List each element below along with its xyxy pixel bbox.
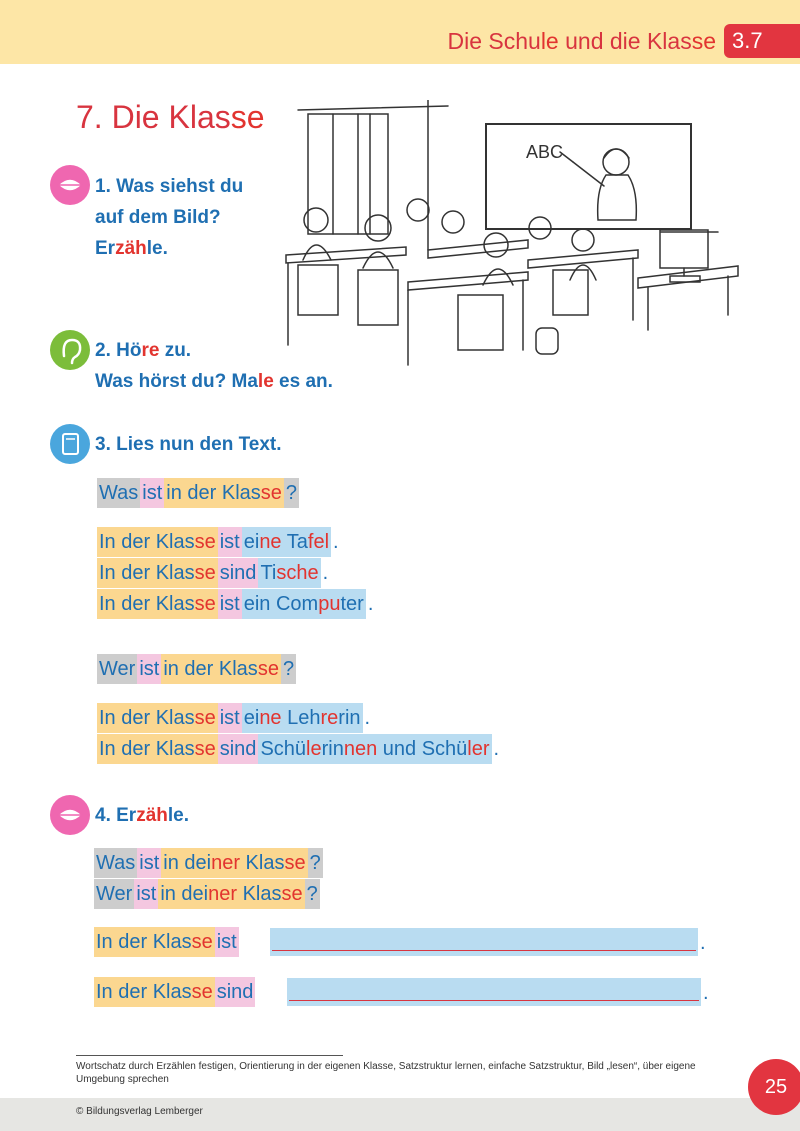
red-syllable: zäh [115, 238, 147, 259]
verb [140, 478, 164, 508]
red-syllable: se [191, 931, 213, 953]
teacher-footnote: Wortschatz durch Erzählen festigen, Orientierung in der eigenen Klasse, Satzstruktur lernen, einfache Satzstruktur, Bild „lesen“, über eigene Umgebung sprechen [76, 1061, 696, 1085]
red-syllable: fel [307, 531, 330, 553]
text-part: ist [216, 931, 237, 953]
verb [137, 848, 161, 878]
text-part: ei [243, 707, 260, 729]
text-part: . [322, 562, 329, 584]
text-part: rin [321, 738, 344, 760]
text-part: 3. Lies nun den Text. [95, 434, 282, 455]
verb [218, 527, 242, 557]
red-syllable: se [194, 738, 216, 760]
text-part: Die Schu [447, 28, 541, 54]
red-syllable: re [141, 340, 160, 361]
object-phrase [242, 527, 331, 557]
question-line [97, 654, 296, 684]
text-part: Leh [281, 707, 321, 729]
text-part: und die Klas [558, 28, 692, 54]
text-part: Er [95, 238, 116, 259]
chapter-title [447, 28, 716, 55]
text-part: in dei [163, 852, 212, 874]
text-part: Was [96, 852, 136, 874]
red-syllable: ne [259, 707, 282, 729]
red-syllable: pu [318, 593, 341, 615]
subject-phrase [97, 589, 218, 619]
writing-line [272, 950, 696, 951]
text-part: le. [167, 805, 190, 826]
question-line [94, 879, 320, 909]
text-part: In der Klas [99, 593, 195, 615]
text-part: In der Klas [99, 562, 195, 584]
question-line [97, 478, 299, 508]
text-part: Schü [260, 738, 307, 760]
instruction-line [95, 335, 333, 366]
subject-phrase [158, 879, 304, 909]
text-part: 2. Hö [95, 340, 142, 361]
text-part: In der Klas [96, 981, 192, 1003]
red-syllable: ner [208, 883, 238, 905]
text-part: le. [146, 238, 168, 259]
punctuation [492, 734, 502, 764]
subject-phrase [164, 478, 284, 508]
mouth-icon [50, 165, 90, 205]
subject-phrase [161, 654, 281, 684]
question-word [305, 879, 320, 909]
mouth-icon [50, 795, 90, 835]
red-syllable: ne [259, 531, 282, 553]
text-part: sind [216, 981, 254, 1003]
verb [215, 977, 256, 1007]
sentence-line [97, 558, 330, 588]
red-syllable: se [194, 531, 216, 553]
text-part: und Schü [377, 738, 468, 760]
verb [218, 703, 242, 733]
text-part: 1. Was siehst du [95, 176, 244, 197]
page-title [76, 99, 265, 136]
text-part: in der Klas [166, 482, 261, 504]
classroom-illustration [278, 100, 748, 370]
text-part: ist [219, 531, 240, 553]
writing-line [289, 1000, 699, 1001]
text-part: sind [219, 738, 257, 760]
subject-phrase [161, 848, 307, 878]
red-syllable: se [191, 981, 213, 1003]
question-word [97, 654, 137, 684]
sentence-line [97, 703, 372, 733]
red-syllable: nen [343, 738, 378, 760]
subject-phrase [97, 734, 218, 764]
red-syllable: se [194, 707, 216, 729]
instruction-line [95, 429, 282, 460]
text-part: ei [243, 531, 260, 553]
red-syllable: re [320, 707, 339, 729]
red-syllable: le [306, 738, 322, 760]
object-phrase [242, 703, 363, 733]
question-word [308, 848, 323, 878]
exercise-2-instructions [95, 335, 333, 397]
text-part: Klas [239, 852, 285, 874]
text-part: . [493, 738, 500, 760]
book-icon [50, 424, 90, 464]
text-part: ist [219, 707, 240, 729]
text-part: Ti [260, 562, 277, 584]
text-part: In der Klas [99, 738, 195, 760]
sentence-line [97, 527, 341, 557]
instruction-line [95, 202, 243, 233]
subject-phrase [97, 527, 218, 557]
page-title-main: 7. Die Klas [76, 99, 231, 135]
instruction-line [95, 233, 243, 264]
exercise-3-instructions [95, 429, 282, 460]
red-syllable: se [257, 658, 279, 680]
red-syllable: le [257, 371, 274, 392]
text-part: zu. [159, 340, 192, 361]
footnote-divider [76, 1055, 343, 1056]
punctuation [366, 589, 376, 619]
text-part: rin [338, 707, 361, 729]
text-part: In der Klas [96, 931, 192, 953]
text-part: ? [285, 482, 298, 504]
text-part: . [333, 531, 339, 553]
sentence-period: . [703, 982, 709, 1004]
text-part: . [367, 593, 374, 615]
text-part: in der Klas [163, 658, 258, 680]
red-syllable: le [540, 28, 559, 54]
copyright: © Bildungsverlag Lemberger [76, 1106, 203, 1117]
sentence-period: . [700, 932, 706, 954]
text-part: In der Klas [99, 531, 195, 553]
chapter-number-badge: 3.7 [724, 24, 800, 58]
exercise-1-instructions [95, 171, 243, 264]
red-syllable: se [260, 482, 282, 504]
text-part: Klas [237, 883, 282, 905]
red-syllable: sche [276, 562, 319, 584]
text-part: ? [309, 852, 321, 874]
page-number: 25 [748, 1059, 800, 1115]
verb [134, 879, 158, 909]
red-syllable: ler [467, 738, 490, 760]
sentence-line [97, 734, 501, 764]
red-syllable: zäh [136, 805, 168, 826]
verb [215, 927, 239, 957]
ear-icon [50, 330, 90, 370]
verb [218, 589, 242, 619]
subject-phrase [97, 558, 218, 588]
exercise-4-instructions [95, 800, 189, 831]
instruction-line [95, 171, 243, 202]
red-syllable: se [194, 562, 216, 584]
subject-phrase [94, 927, 215, 957]
sentence-line [97, 589, 375, 619]
text-part: 4. Er [95, 805, 137, 826]
red-syllable: ner [211, 852, 240, 874]
text-part: ? [282, 658, 295, 680]
question-word [94, 848, 137, 878]
text-part: . [364, 707, 371, 729]
verb [218, 734, 259, 764]
punctuation [331, 527, 341, 557]
red-syllable: se [284, 852, 306, 874]
fill-in-sentence [94, 977, 255, 1007]
punctuation [363, 703, 373, 733]
writing-field[interactable] [270, 928, 698, 956]
text-part: ist [219, 593, 240, 615]
object-phrase [242, 589, 366, 619]
text-part: ist [139, 852, 160, 874]
text-part: Was [99, 482, 139, 504]
verb [137, 654, 161, 684]
text-part: Ta [281, 531, 308, 553]
question-line [94, 848, 323, 878]
text-part: Wer [96, 883, 133, 905]
red-syllable: se [691, 28, 716, 54]
verb [218, 558, 259, 588]
board-text: ABC [526, 142, 564, 162]
question-word [281, 654, 296, 684]
question-word [284, 478, 299, 508]
text-part: Wer [99, 658, 136, 680]
fill-in-sentence [94, 927, 239, 957]
text-part: Was hörst du? Ma [95, 371, 258, 392]
page-title-red-syllable: se [230, 99, 265, 135]
text-part: ? [306, 883, 318, 905]
object-phrase [258, 558, 320, 588]
text-part: in dei [160, 883, 209, 905]
text-part: sind [219, 562, 257, 584]
red-syllable: se [281, 883, 303, 905]
subject-phrase [97, 703, 218, 733]
object-phrase [258, 734, 491, 764]
question-word [97, 478, 140, 508]
text-part: ter [340, 593, 364, 615]
writing-field[interactable] [287, 978, 701, 1006]
text-part: ist [142, 482, 163, 504]
text-part: In der Klas [99, 707, 195, 729]
instruction-line [95, 366, 333, 397]
text-part: es an. [273, 371, 333, 392]
punctuation [321, 558, 331, 588]
text-part: ist [136, 883, 157, 905]
text-part: auf dem Bild? [95, 207, 221, 228]
text-part: ein Com [243, 593, 319, 615]
red-syllable: se [194, 593, 216, 615]
text-part: ist [139, 658, 160, 680]
instruction-line [95, 800, 189, 831]
subject-phrase [94, 977, 215, 1007]
question-word [94, 879, 134, 909]
